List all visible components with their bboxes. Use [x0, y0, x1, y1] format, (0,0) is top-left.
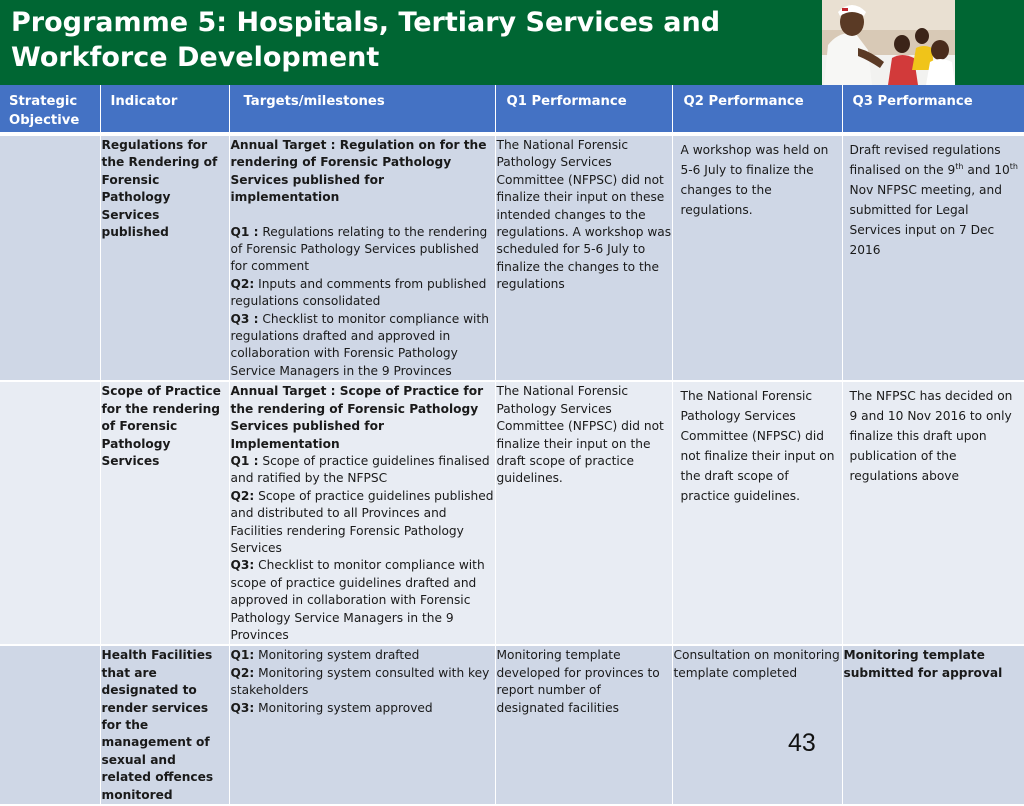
cell-targets [229, 134, 495, 381]
target-q2-text: Scope of practice guidelines published and distributed to all Provinces and Facilities rendering Forensic Pathology Services [230, 488, 494, 555]
cell-objective [0, 134, 100, 381]
target-q3 [231, 700, 495, 717]
target-q3-text: Checklist to monitor compliance with scope of practice guidelines drafted and approved in collaboration with Forensic Pathology Service Managers in the 9 Provinces [230, 558, 485, 642]
header-strategic-objective: Strategic Objective [0, 85, 100, 134]
target-q1 [231, 224, 495, 276]
target-q3-label: Q3: [230, 558, 255, 573]
cell-targets [229, 381, 495, 645]
indicator-text: Scope of Practice for the rendering of Forensic Pathology Services [101, 384, 221, 468]
target-q2-label: Q2: [230, 488, 255, 503]
cell-q2-performance: Consultation on monitoring template completed [672, 645, 842, 805]
cell-indicator [100, 134, 229, 381]
q3-text-b: and 10 [963, 163, 1010, 177]
table-row [0, 381, 1024, 645]
indicator-text: Health Facilities that are designated to render services for the management of sexual and related offences monitored [101, 648, 214, 802]
target-q1-text: Regulations relating to the rendering of Forensic Pathology Services published for comment [230, 224, 488, 274]
annual-target: Annual Target : Scope of Practice for the rendering of Forensic Pathology Services published for Implementation [230, 384, 484, 451]
target-q1-label: Q1: [230, 648, 255, 663]
table-header-row [0, 85, 1024, 134]
target-q3 [231, 311, 495, 381]
cell-targets [229, 645, 495, 805]
page-title-line-1: Programme 5: Hospitals, Tertiary Services and [11, 7, 721, 38]
table-row [0, 645, 1024, 805]
cell-q2-performance: The National Forensic Pathology Services Committee (NFPSC) did not finalize their input on the draft scope of practice guidelines. [672, 381, 842, 645]
target-q1 [231, 647, 495, 664]
cell-q1-performance: The National Forensic Pathology Services Committee (NFPSC) did not finalize their input on these intended changes to the regulations. A workshop was scheduled for 5-6 July to finalize the changes to the regulations [495, 134, 672, 381]
cell-objective [0, 645, 100, 805]
title-banner [0, 0, 1024, 85]
target-q2 [231, 488, 495, 558]
performance-table [0, 85, 1024, 806]
cell-q3-performance: Monitoring template submitted for approval [842, 645, 1024, 805]
annual-target: Annual Target : Regulation on for the rendering of Forensic Pathology Services published for implementation [230, 138, 487, 205]
q3-sup-b: th [1009, 161, 1018, 171]
q3-text-c: Nov NFPSC meeting, and submitted for Legal Services input on 7 Dec 2016 [849, 183, 1002, 257]
page-title [11, 5, 811, 75]
header-indicator: Indicator [100, 85, 229, 134]
nurse-with-children-photo [822, 0, 955, 85]
target-q1-text: Monitoring system drafted [258, 648, 420, 663]
target-q2-text: Monitoring system consulted with key stakeholders [230, 665, 490, 698]
target-q2 [231, 665, 495, 700]
target-q3-text: Monitoring system approved [258, 700, 433, 715]
target-q2-label: Q2: [230, 665, 255, 680]
header-targets: Targets/milestones [229, 85, 495, 134]
target-q1-label: Q1 : [230, 224, 259, 239]
target-q3 [231, 557, 495, 644]
cell-q1-performance: Monitoring template developed for provinces to report number of designated facilities [495, 645, 672, 805]
table-row [0, 134, 1024, 381]
target-q2-text: Inputs and comments from published regulations consolidated [230, 276, 487, 309]
q3-sup-a: th [955, 161, 964, 171]
cell-q1-performance: The National Forensic Pathology Services Committee (NFPSC) did not finalize their input on the draft scope of practice guidelines. [495, 381, 672, 645]
page-title-line-2: Workforce Development [11, 42, 380, 73]
cell-q2-performance: A workshop was held on 5-6 July to finalize the changes to the regulations. [672, 134, 842, 381]
cell-indicator [100, 645, 229, 805]
target-q1-label: Q1 : [230, 453, 259, 468]
target-q2-label: Q2: [230, 276, 255, 291]
q3-text-a: Draft revised regulations finalised on the 9 [849, 143, 1001, 177]
cell-q3-performance: The NFPSC has decided on 9 and 10 Nov 2016 to only finalize this draft upon publication of the regulations above [842, 381, 1024, 645]
header-q2-performance: Q2 Performance [672, 85, 842, 134]
cell-objective [0, 381, 100, 645]
target-q2 [231, 276, 495, 311]
target-q1-text: Scope of practice guidelines finalised and ratified by the NFPSC [230, 453, 490, 486]
page-number: 43 [788, 729, 816, 757]
cell-q3-performance [842, 134, 1024, 381]
target-q3-label: Q3: [230, 700, 255, 715]
cell-indicator [100, 381, 229, 645]
target-q3-label: Q3 : [230, 311, 259, 326]
target-q1 [231, 453, 495, 488]
header-q1-performance: Q1 Performance [495, 85, 672, 134]
indicator-text: Regulations for the Rendering of Forensic Pathology Services published [101, 138, 218, 240]
header-q3-performance: Q3 Performance [842, 85, 1024, 134]
target-q3-text: Checklist to monitor compliance with regulations drafted and approved in collaboration with Forensic Pathology Service Managers in the 9 Provinces [230, 311, 489, 378]
